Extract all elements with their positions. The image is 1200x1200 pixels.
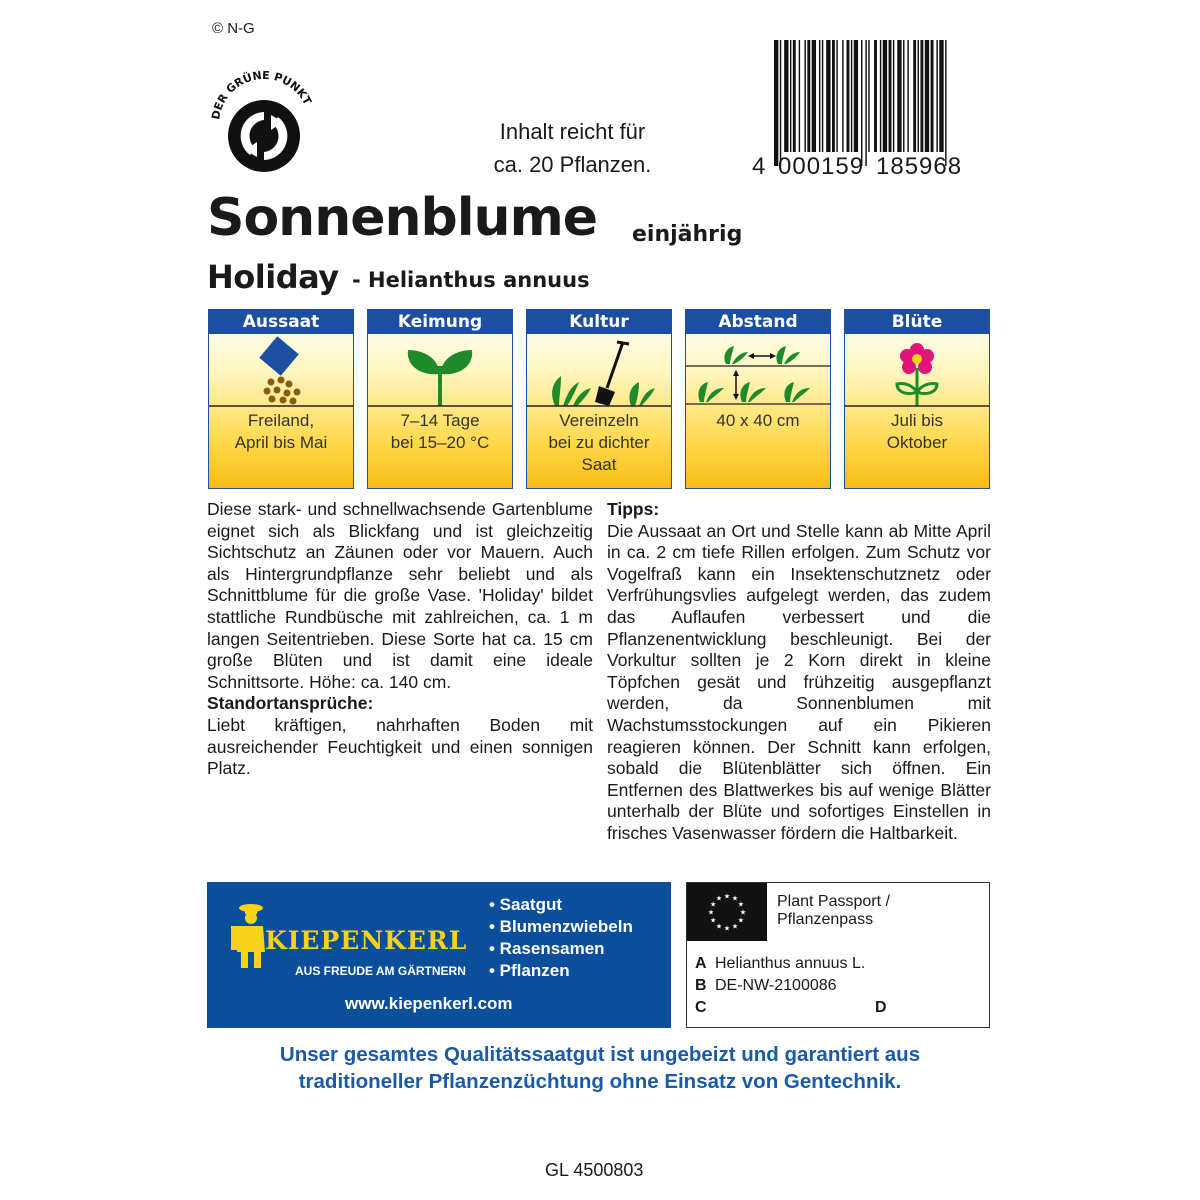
info-box-header: Aussaat xyxy=(209,310,353,334)
green-dot-recycling-icon xyxy=(205,62,323,180)
barcode-bar xyxy=(804,40,805,152)
barcode-bar xyxy=(907,40,908,152)
brand-banner xyxy=(207,882,671,1028)
passport-row-a xyxy=(695,955,865,973)
eu-star: ★ xyxy=(710,901,717,909)
eu-flag-icon xyxy=(687,883,767,941)
brand-product-item: • Pflanzen xyxy=(489,961,570,980)
plant-passport-title xyxy=(777,893,890,929)
description-text: Diese stark- und schnellwachsende Gartenblume eignet sich als Blickfang und ist gleichzeitig Sichtschutz an Zäunen oder vor Mauern. Auch als Hintergrundpflanze sehr beliebt und als Schnittblume für die große Vase. 'Holiday' bildet stattliche Rundbüsche mit zahlreichen, ca. 1 m langen Seitentrieben. Diese Sorte hat ca. 15 cm große Blüten und ist damit eine ideale Schnittsorte. Höhe: ca. 140 cm. xyxy=(207,499,593,692)
info-boxes xyxy=(208,309,991,489)
info-box-header: Kultur xyxy=(527,310,671,334)
barcode-bar xyxy=(889,40,892,152)
plant-passport-title-line: Pflanzenpass xyxy=(777,911,874,928)
eu-star: ★ xyxy=(723,925,731,933)
barcode-bar xyxy=(851,40,852,152)
eu-star: ★ xyxy=(737,901,744,909)
passport-value: DE-NW-2100086 xyxy=(715,977,837,994)
copyright-notice: © N-G xyxy=(212,20,255,37)
passport-value: Helianthus annuus L. xyxy=(715,955,866,972)
content-note-line1: Inhalt reicht für xyxy=(499,119,646,144)
barcode-bar xyxy=(793,40,796,152)
barcode-bar xyxy=(897,40,901,152)
barcode-bar xyxy=(868,40,869,152)
info-box-line: Oktober xyxy=(886,433,948,452)
eu-star: ★ xyxy=(715,895,723,903)
info-box-header: Keimung xyxy=(368,310,512,334)
barcode-bar xyxy=(780,40,781,166)
barcode-bar xyxy=(893,40,894,152)
eu-star: ★ xyxy=(731,895,739,903)
tipps-heading: Tipps: xyxy=(607,499,660,519)
spade-plants-icon xyxy=(527,336,671,408)
seed-bag-icon xyxy=(209,336,353,408)
barcode-bar xyxy=(945,40,946,166)
barcode-bar xyxy=(920,40,923,152)
tipps-text: Die Aussaat an Ort und Stelle kann ab Mitte April in ca. 2 cm tiefe Rillen erfolgen. Zum Schutz vor Vogelfraß kann ein Insektenschutznetz oder Verfrühungsvlies aufgelegt werden, das zudem das Auflaufen verbessert und die Pflanzenentwicklung beschleunigt. Bei der Vorkultur sollten je 2 Korn direkt in kleine Töpfchen gesät und frühzeitig ausgepflanzt werden, da Sonnenblumen mit Wachstumsstockungen auf ein Pikieren reagieren können. Der Schnitt kann erfolgen, sobald die Blütenblätter sich öffnen. Ein Entfernen des Blattwerkes bis auf wenige Blätter unterhalb der Blüte und sofortiges Einstellen in frisches Vasenwasser fördern die Haltbarkeit. xyxy=(607,520,991,843)
brand-name: KIEPENKERL xyxy=(265,926,468,955)
quality-note xyxy=(200,1041,1000,1095)
content-note-line2: ca. 20 Pflanzen. xyxy=(493,152,652,177)
barcode-bar xyxy=(842,40,843,152)
barcode-bar xyxy=(936,40,937,152)
passport-row-b xyxy=(695,977,837,995)
barcode-digit-first: 4 xyxy=(752,153,766,180)
flower-icon xyxy=(845,336,989,408)
brand-product-item: • Blumenzwiebeln xyxy=(489,917,633,936)
eu-star: ★ xyxy=(739,909,747,917)
eu-star: ★ xyxy=(710,917,717,925)
info-box-text xyxy=(529,410,669,476)
passport-label: A xyxy=(695,955,707,972)
latin-name: - Helianthus annuus xyxy=(352,268,590,292)
info-box-text xyxy=(688,410,828,432)
standort-heading: Standortansprüche: xyxy=(207,693,374,714)
brand-product-item: • Rasensamen xyxy=(489,939,605,958)
info-box-keimung xyxy=(367,309,513,489)
barcode-bar xyxy=(925,40,929,152)
barcode-bar xyxy=(861,40,862,166)
content-note xyxy=(440,115,705,181)
info-box-kultur xyxy=(526,309,672,489)
barcode-bar xyxy=(826,40,830,152)
description-column xyxy=(207,499,593,780)
info-box-bluete xyxy=(844,309,990,489)
tips-column xyxy=(607,499,991,845)
info-box-text xyxy=(370,410,510,454)
plant-passport xyxy=(686,882,990,1028)
info-box-text xyxy=(847,410,987,454)
brand-product-item: • Saatgut xyxy=(489,895,563,914)
info-box-header: Blüte xyxy=(845,310,989,334)
eu-star: ★ xyxy=(737,917,744,925)
info-box-line: 7–14 Tage xyxy=(400,411,480,430)
info-box-line: Saat xyxy=(581,455,617,474)
kiepenkerl-figure-icon xyxy=(229,902,269,970)
brand-website-link[interactable]: www.kiepenkerl.com xyxy=(345,994,513,1013)
green-dot-logo xyxy=(205,62,323,180)
standort-text: Liebt kräftigen, nahrhaften Boden mit ausreichender Feuchtigkeit und einen sonnigen Platz. xyxy=(207,714,593,779)
barcode-digits-right: 185968 xyxy=(876,153,963,180)
quality-note-line: Unser gesamtes Qualitätssaatgut ist ungebeizt und garantiert aus xyxy=(279,1043,921,1066)
info-box-line: 40 x 40 cm xyxy=(716,411,800,430)
seedling-icon xyxy=(368,336,512,408)
passport-label: D xyxy=(875,999,887,1016)
info-box-abstand xyxy=(685,309,831,489)
gl-code: GL 4500803 xyxy=(545,1160,644,1180)
barcode-bar xyxy=(836,40,837,152)
passport-row-d xyxy=(875,999,895,1017)
barcode-bar xyxy=(903,40,904,152)
barcode-bar xyxy=(874,40,877,152)
barcode-bar xyxy=(807,40,810,152)
plant-passport-title-line: Plant Passport / xyxy=(777,893,890,910)
barcode-bar xyxy=(854,40,858,152)
info-box-line: April bis Mai xyxy=(234,433,328,452)
barcode xyxy=(752,40,977,185)
barcode-bar xyxy=(883,40,887,152)
barcode-bar xyxy=(784,40,788,152)
passport-label: B xyxy=(695,977,707,994)
green-dot-text: DER GRÜNE PUNKT xyxy=(209,68,315,121)
passport-row-c xyxy=(695,999,715,1017)
barcode-bar xyxy=(790,40,791,152)
info-box-aussaat xyxy=(208,309,354,489)
info-box-line: bei zu dichter xyxy=(548,433,650,452)
barcode-bar xyxy=(819,40,820,152)
info-box-text xyxy=(211,410,351,454)
product-lifecycle: einjährig xyxy=(632,222,743,247)
barcode-bar xyxy=(822,40,823,152)
eu-star: ★ xyxy=(707,909,715,917)
barcode-bar xyxy=(832,40,835,152)
barcode-bar xyxy=(880,40,881,152)
info-box-line: bei 15–20 °C xyxy=(390,433,490,452)
spacing-icon xyxy=(686,336,830,408)
barcode-bar xyxy=(913,40,916,152)
eu-star: ★ xyxy=(715,923,723,931)
quality-note-line: traditioneller Pflanzenzüchtung ohne Einsatz von Gentechnik. xyxy=(298,1070,902,1093)
brand-product-list xyxy=(489,894,633,982)
info-box-line: Freiland, xyxy=(247,411,315,430)
info-box-header: Abstand xyxy=(686,310,830,334)
barcode-digits-left: 000159 xyxy=(778,153,865,180)
product-title: Sonnenblume xyxy=(207,188,598,248)
barcode-bar xyxy=(799,40,800,152)
barcode-bar xyxy=(774,40,778,166)
info-box-line: Vereinzeln xyxy=(559,411,639,430)
info-box-line: Juli bis xyxy=(891,411,943,430)
barcode-bar xyxy=(812,40,816,152)
brand-tagline: AUS FREUDE AM GÄRTNERN xyxy=(295,964,466,978)
variety-name: Holiday xyxy=(207,258,339,296)
barcode-bar xyxy=(865,40,866,166)
barcode-bar xyxy=(939,40,943,152)
passport-label: C xyxy=(695,999,707,1016)
eu-star: ★ xyxy=(731,923,739,931)
barcode-bar xyxy=(847,40,850,152)
barcode-bar xyxy=(918,40,919,152)
eu-star: ★ xyxy=(723,893,731,901)
barcode-bar xyxy=(931,40,934,152)
